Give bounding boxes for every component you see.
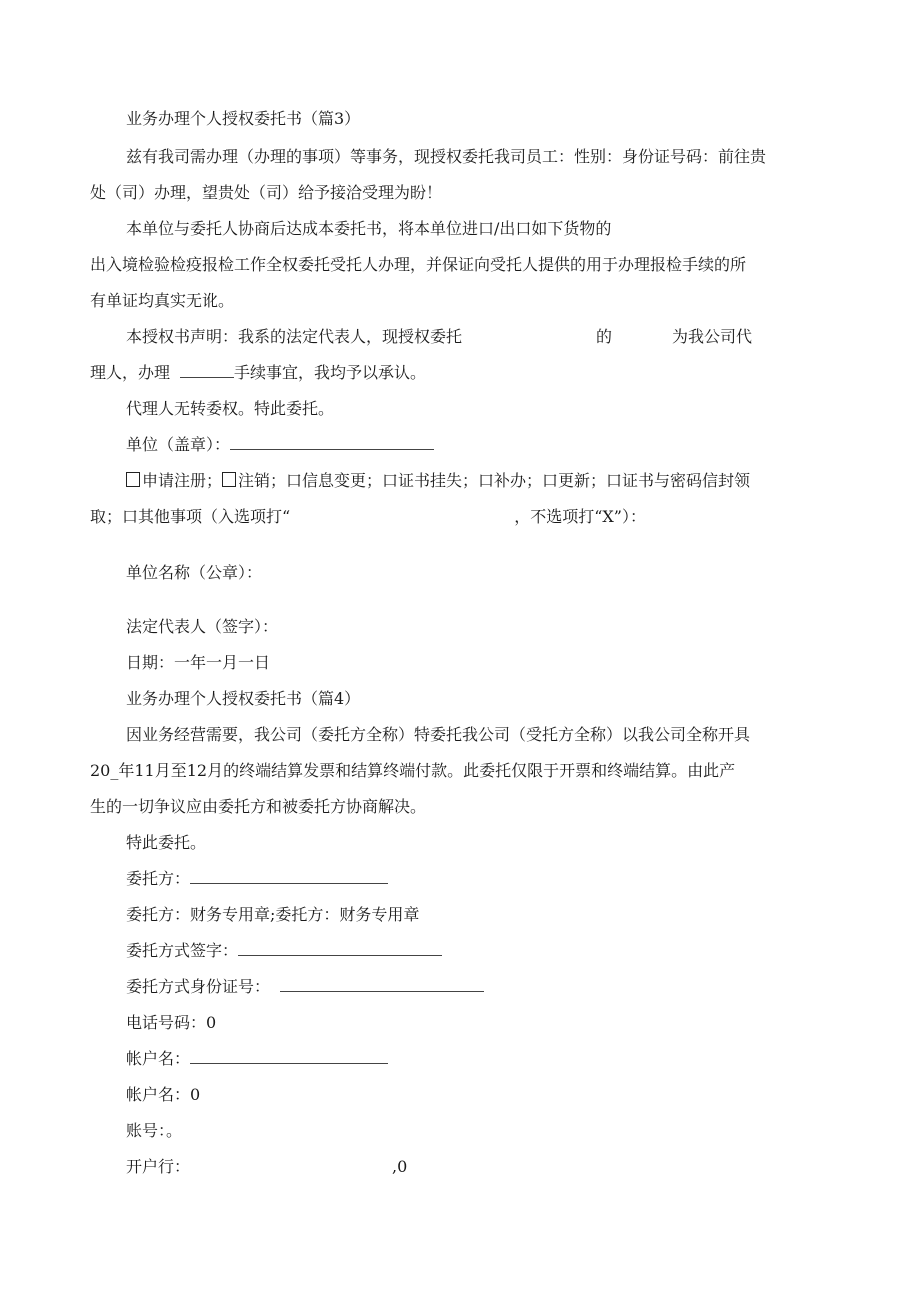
option-register-label: 申请注册； xyxy=(142,471,223,490)
finance-seal-line: 委托方：财务专用章;委托方：财务专用章 xyxy=(126,905,420,924)
options-line2-b: ，不选项打“X”）： xyxy=(514,507,646,526)
option-cancel-label: 注销； xyxy=(238,471,287,490)
cancel-checkbox xyxy=(222,472,236,487)
legal-rep-label: 法定代表人（签字）： xyxy=(126,617,279,636)
options-line1 xyxy=(126,470,750,492)
id-number-line xyxy=(126,976,484,998)
sec3-para2-line1: 本单位与委托人协商后达成本委托书，将本单位进口/出口如下货物的 xyxy=(126,219,612,238)
id-number-blank xyxy=(280,976,484,992)
sec3-para1-line2: 处（司）办理，望贵处（司）给予接洽受理为盼！ xyxy=(90,183,443,202)
section4-heading: 业务办理个人授权委托书（篇4） xyxy=(126,689,361,708)
options-line2 xyxy=(90,506,646,528)
register-checkbox xyxy=(126,472,140,487)
options-line2-a: 取；口其他事项（入选项打“ xyxy=(90,507,291,526)
sec4-para1-line1: 因业务经营需要，我公司（委托方全称）特委托我公司（受托方全称）以我公司全称开具 xyxy=(126,725,751,744)
declaration-line2-a: 理人，办理 xyxy=(90,363,171,382)
section3-heading: 业务办理个人授权委托书（篇3） xyxy=(126,109,361,128)
account-name-blank xyxy=(190,1048,388,1064)
declaration-part1: 本授权书声明：我系的法定代表人，现授权委托 xyxy=(126,327,463,346)
options-rest-label: 口信息变更；口证书挂失；口补办；口更新；口证书与密码信封领 xyxy=(286,471,751,490)
principal-blank xyxy=(190,868,388,884)
id-number-label: 委托方式身份证号： xyxy=(126,977,271,996)
unit-seal-line xyxy=(126,434,434,456)
unit-name-label: 单位名称（公章）： xyxy=(126,563,263,582)
sec3-para2-line2: 出入境检验检疫报检工作全权委托受托人办理，并保证向受托人提供的用于办理报检手续的所 xyxy=(90,255,747,274)
unit-seal-blank xyxy=(230,434,434,450)
signature-blank xyxy=(238,940,442,956)
sec4-para1-line3: 生的一切争议应由委托方和被委托方协商解决。 xyxy=(90,797,427,816)
bank-line xyxy=(126,1156,407,1178)
sec3-para1-line1: 兹有我司需办理（办理的事项）等事务，现授权委托我司员工：性别：身份证号码：前往贵 xyxy=(126,147,767,166)
phone-line: 电话号码：0 xyxy=(126,1013,217,1032)
account-name-line1 xyxy=(126,1048,388,1070)
account-name-label: 帐户名： xyxy=(126,1049,191,1068)
declaration-line2-b: 手续事宜，我均予以承认。 xyxy=(234,363,427,382)
sec4-para1-line2: 20_年11月至12月的终端结算发票和结算终端付款。此委托仅限于开票和终端结算。由此产 xyxy=(90,761,736,780)
procedure-blank xyxy=(180,362,234,378)
declaration-line2 xyxy=(90,362,426,384)
unit-seal-label: 单位（盖章）： xyxy=(126,435,231,454)
sec3-para2-line3: 有单证均真实无讹。 xyxy=(90,291,235,310)
principal-label: 委托方： xyxy=(126,869,191,888)
declaration-part2: 的 xyxy=(596,327,613,346)
date-line: 日期：一年一月一日 xyxy=(126,653,271,672)
bank-value: ,0 xyxy=(392,1157,408,1176)
signature-label: 委托方式签字： xyxy=(126,941,239,960)
signature-line xyxy=(126,940,442,962)
declaration-line1 xyxy=(126,326,752,348)
account-name-line2: 帐户名：0 xyxy=(126,1085,201,1104)
no-transfer-text: 代理人无转委权。特此委托。 xyxy=(126,399,335,418)
hereby-text: 特此委托。 xyxy=(126,833,207,852)
declaration-part3: 为我公司代 xyxy=(672,327,753,346)
principal-line xyxy=(126,868,388,890)
bank-label: 开户行： xyxy=(126,1157,191,1176)
account-number-line: 账号：。 xyxy=(126,1121,183,1140)
